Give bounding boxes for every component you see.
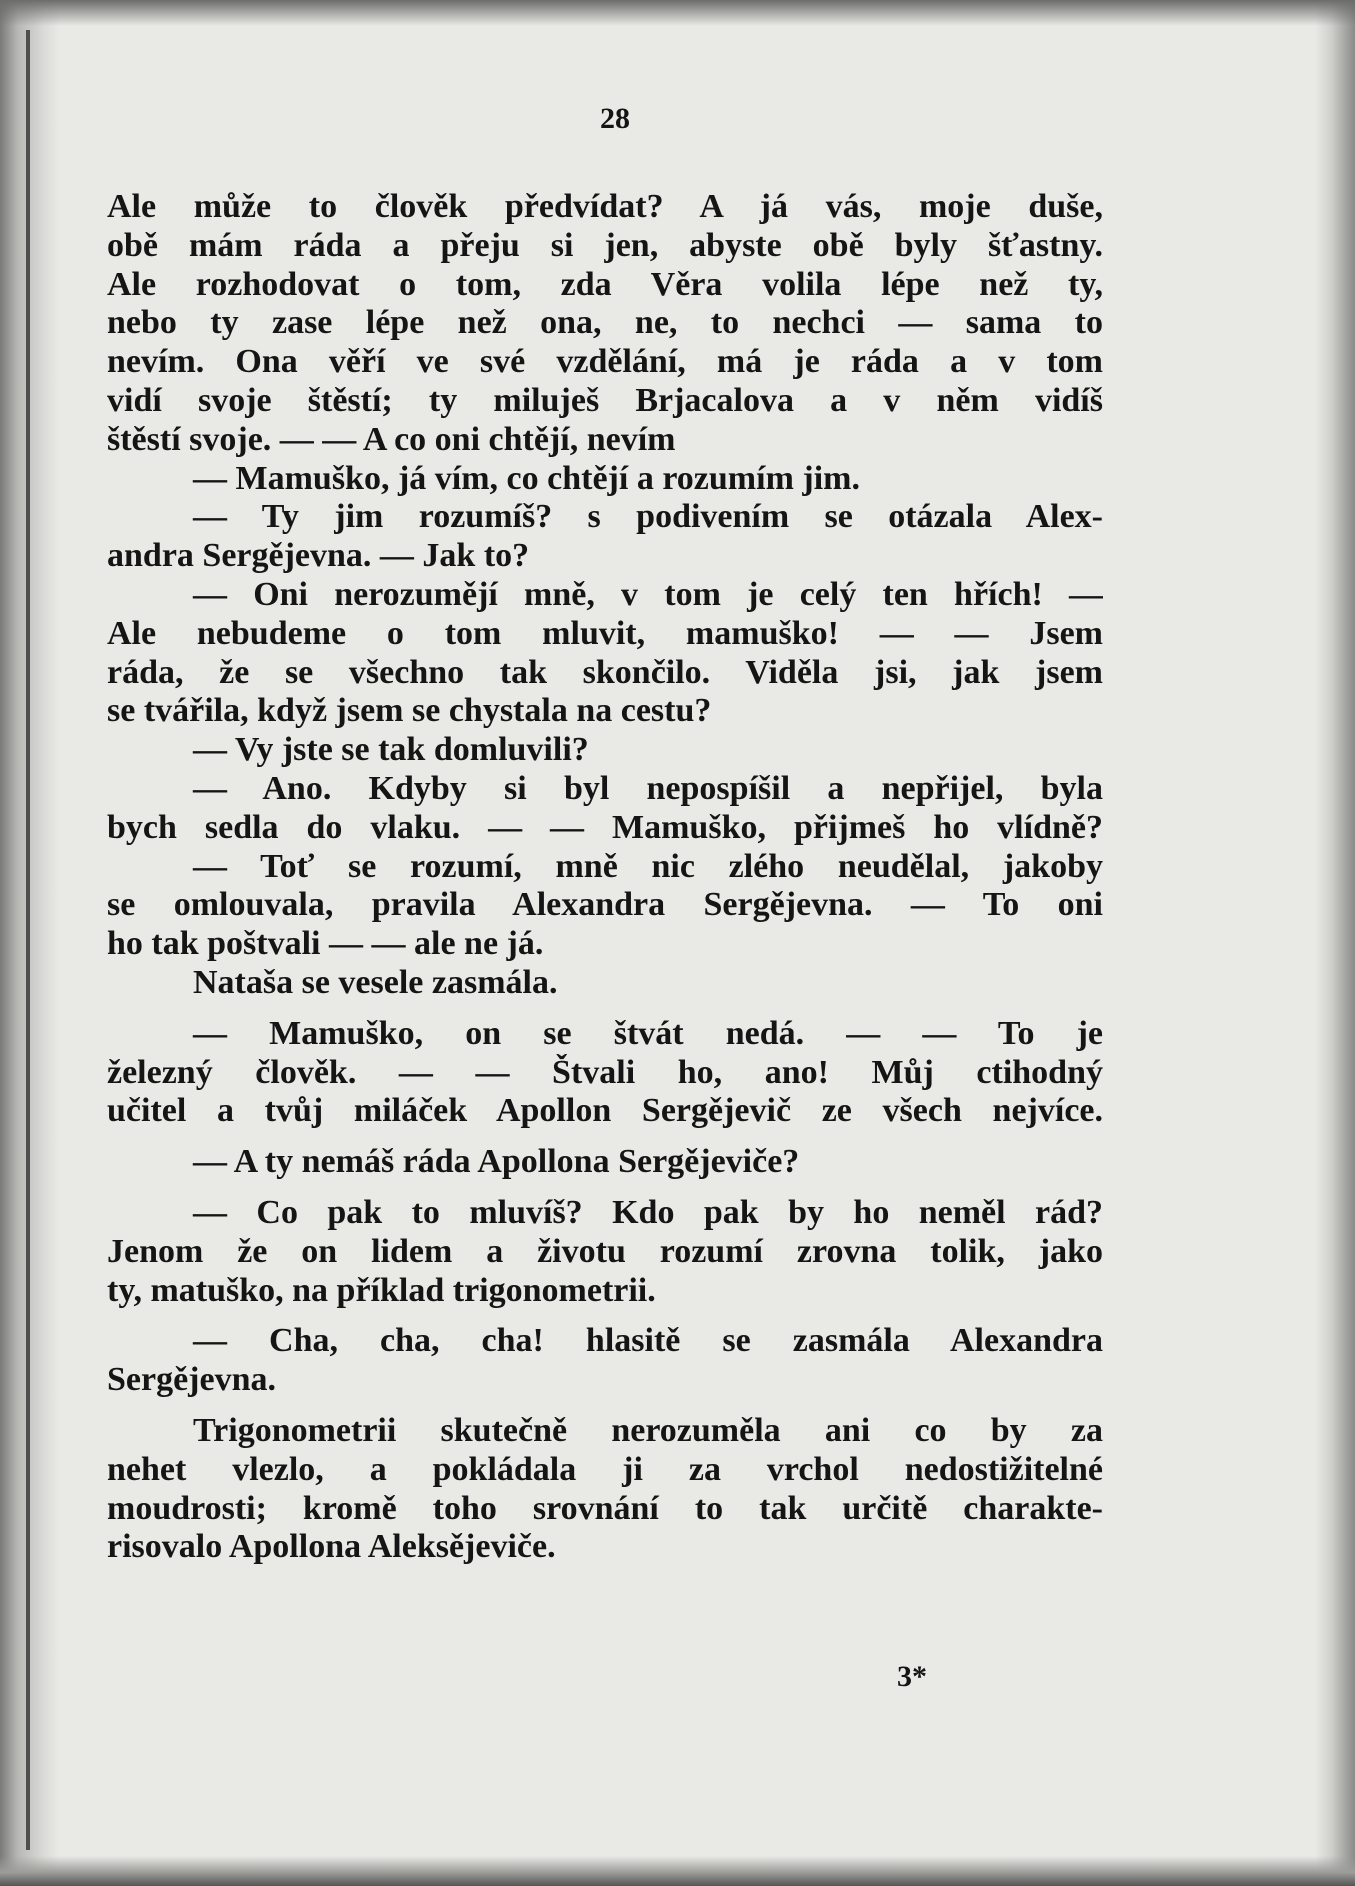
text-line: Jenom že on lidem a životu rozumí zrovna tolik, jako (107, 1232, 1103, 1270)
paragraph-gap (107, 1310, 1103, 1322)
text-line: Ale nebudeme o tom mluvit, mamuško! — — Jsem (107, 614, 1103, 652)
text-line: ráda, že se všechno tak skončilo. Viděla jsi, jak jsem (107, 653, 1103, 691)
text-line: Nataša se vesele zasmála. (193, 963, 558, 1001)
text-line: železný člověk. — — Štvali ho, ano! Můj ctihodný (107, 1053, 1103, 1091)
text-line: — Mamuško, já vím, co chtějí a rozumím jim. (193, 459, 860, 497)
text-line: se tvářila, když jsem se chystala na cestu? (107, 692, 712, 730)
text-line: Ale může to člověk předvídat? A já vás, moje duše, (107, 188, 1103, 225)
text-line: ty, matuško, na příklad trigonometrii. (107, 1271, 656, 1309)
signature-mark: 3* (897, 1660, 927, 1693)
text-line: Trigonometrii skutečně nerozuměla ani co by za (193, 1411, 1103, 1449)
text-line: učitel a tvůj miláček Apollon Sergějevič ze všech nejvíce. (107, 1092, 1103, 1130)
bottom-edge-shadow (0, 1856, 1355, 1886)
text-line: — A ty nemáš ráda Apollona Sergějeviče? (193, 1143, 800, 1181)
body-text (107, 188, 1103, 1567)
text-line: — Cha, cha, cha! hlasitě se zasmála Alexandra (193, 1322, 1103, 1360)
text-line: se omlouvala, pravila Alexandra Sergějevna. — To oni (107, 886, 1103, 924)
text-line: bych sedla do vlaku. — — Mamuško, přijmeš ho vlídně? (107, 808, 1103, 846)
text-line: — Vy jste se tak domluvili? (193, 731, 589, 769)
text-line: nebo ty zase lépe než ona, ne, to nechci — sama to (107, 304, 1103, 342)
text-line: risovalo Apollona Aleksějeviče. (107, 1528, 556, 1566)
right-edge-shadow (1315, 0, 1355, 1886)
paragraph-gap (107, 1400, 1103, 1412)
text-line: obě mám ráda a přeju si jen, abyste obě byly šťastny. (107, 226, 1103, 264)
paragraph-gap (107, 1182, 1103, 1194)
text-line: nehet vlezlo, a pokládala ji za vrchol nedostižitelné (107, 1450, 1103, 1488)
text-line: moudrosti; kromě toho srovnání to tak určitě charakte- (107, 1489, 1103, 1527)
paragraph-gap (107, 1131, 1103, 1143)
text-line: nevím. Ona věří ve své vzdělání, má je ráda a v tom (107, 343, 1103, 381)
text-line: — Oni nerozumějí mně, v tom je celý ten hřích! — (193, 575, 1103, 613)
page-number: 28 (600, 102, 630, 135)
top-edge-shadow (0, 0, 1355, 26)
text-line: — Ano. Kdyby si byl nepospíšil a nepřijel, byla (193, 769, 1103, 807)
text-line: Ale rozhodovat o tom, zda Věra volila lépe než ty, (107, 265, 1103, 303)
text-line: ho tak poštvali — — ale ne já. (107, 925, 544, 963)
text-line: štěstí svoje. — — A co oni chtějí, nevím (107, 420, 676, 458)
paragraph-gap (107, 1003, 1103, 1015)
binding-edge-line (26, 30, 30, 1850)
text-line: vidí svoje štěstí; ty miluješ Brjacalova a v něm vidíš (107, 381, 1103, 419)
text-line: — Mamuško, on se štvát nedá. — — To je (193, 1014, 1103, 1052)
binding-shadow (0, 0, 60, 1886)
text-line: andra Sergějevna. — Jak to? (107, 537, 530, 575)
text-line: — Co pak to mluvíš? Kdo pak by ho neměl rád? (193, 1193, 1103, 1231)
text-line: — Toť se rozumí, mně nic zlého neudělal, jakoby (193, 847, 1103, 885)
text-line: — Ty jim rozumíš? s podivením se otázala Alex- (193, 498, 1103, 536)
text-line: Sergějevna. (107, 1361, 277, 1399)
